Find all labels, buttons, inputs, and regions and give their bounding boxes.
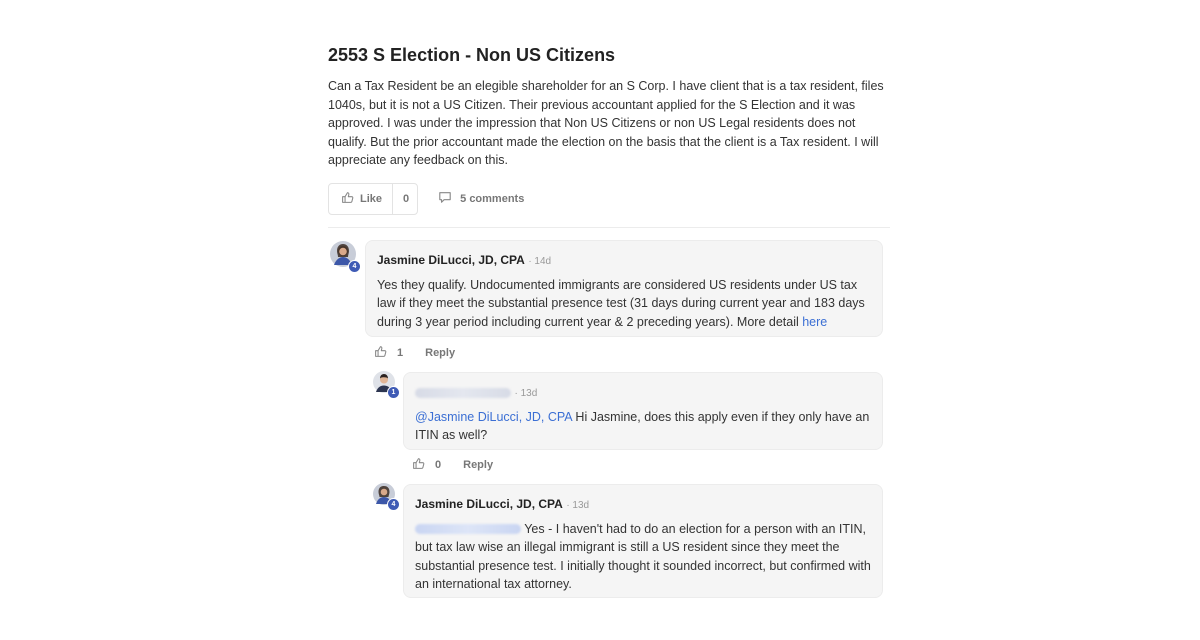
like-count: 1 (397, 347, 404, 359)
mention-link[interactable]: @Jasmine DiLucci, JD, CPA (415, 409, 572, 424)
like-count: 0 (435, 459, 442, 471)
comment-bubble (403, 484, 883, 598)
comment-bubble (403, 372, 883, 450)
reply-button[interactable]: Reply (425, 347, 456, 359)
post (328, 44, 890, 170)
post-title: 2553 S Election - Non US Citizens (328, 45, 616, 65)
thumbs-up-icon[interactable] (374, 345, 387, 361)
thumbs-up-icon (341, 191, 354, 207)
avatar[interactable] (373, 483, 396, 508)
reply-button[interactable]: Reply (463, 459, 494, 471)
comment-actions (412, 457, 493, 473)
comment-time: · 13d (566, 500, 590, 511)
like-box (328, 183, 418, 215)
comments-count: 5 comments (460, 193, 525, 205)
like-count: 0 (403, 193, 410, 205)
comment-text: Yes they qualify. Undocumented immigrants are considered US residents under US tax law if they meet the substantial presence test (31 days during current year and 183 days during 3 year period including current year & 2 preceding years). More detail (377, 277, 865, 329)
comment-time: · 13d (514, 388, 538, 399)
avatar-badge: 4 (387, 498, 400, 511)
author-name-redacted (415, 388, 511, 398)
avatar[interactable] (373, 371, 396, 396)
comment-time: · 14d (528, 256, 552, 267)
like-button[interactable] (329, 184, 393, 214)
comment-text: Yes - I haven't had to do an election for a person with an ITIN, but tax law wise an illegal immigrant is still a US resident since they meet the substantial presence test. I initially thought it sounded incorrect, but confirmed with an international tax attorney. (415, 521, 871, 591)
mention-redacted[interactable] (415, 524, 521, 534)
comment-author[interactable]: Jasmine DiLucci, JD, CPA (377, 253, 525, 267)
avatar-badge: 1 (387, 386, 400, 399)
divider (328, 227, 890, 228)
thumbs-up-icon[interactable] (412, 457, 425, 473)
comment-bubble-icon (438, 191, 452, 207)
comment-actions (374, 345, 455, 361)
post-body: Can a Tax Resident be an elegible shareholder for an S Corp. I have client that is a tax resident, files 1040s, but it is not a US Citizen. Their previous accountant applied for the S Election and it was approved. I was under the impression that Non US Citizens or non US Legal residents does not qualify. But the prior accountant made the election on the basis that the client is a Tax resident. I will appreciate any feedback on this. (328, 79, 884, 167)
comment-text: Hi Jasmine, does this apply even if they only have an ITIN as well? (415, 409, 870, 442)
comments-link[interactable] (438, 191, 524, 207)
avatar[interactable] (330, 241, 357, 270)
like-label: Like (360, 193, 383, 205)
post-actions (328, 184, 524, 214)
comment-bubble (365, 240, 883, 337)
comment-author[interactable]: Jasmine DiLucci, JD, CPA (415, 497, 563, 511)
detail-link[interactable]: here (802, 314, 828, 329)
avatar-badge: 4 (348, 260, 361, 273)
